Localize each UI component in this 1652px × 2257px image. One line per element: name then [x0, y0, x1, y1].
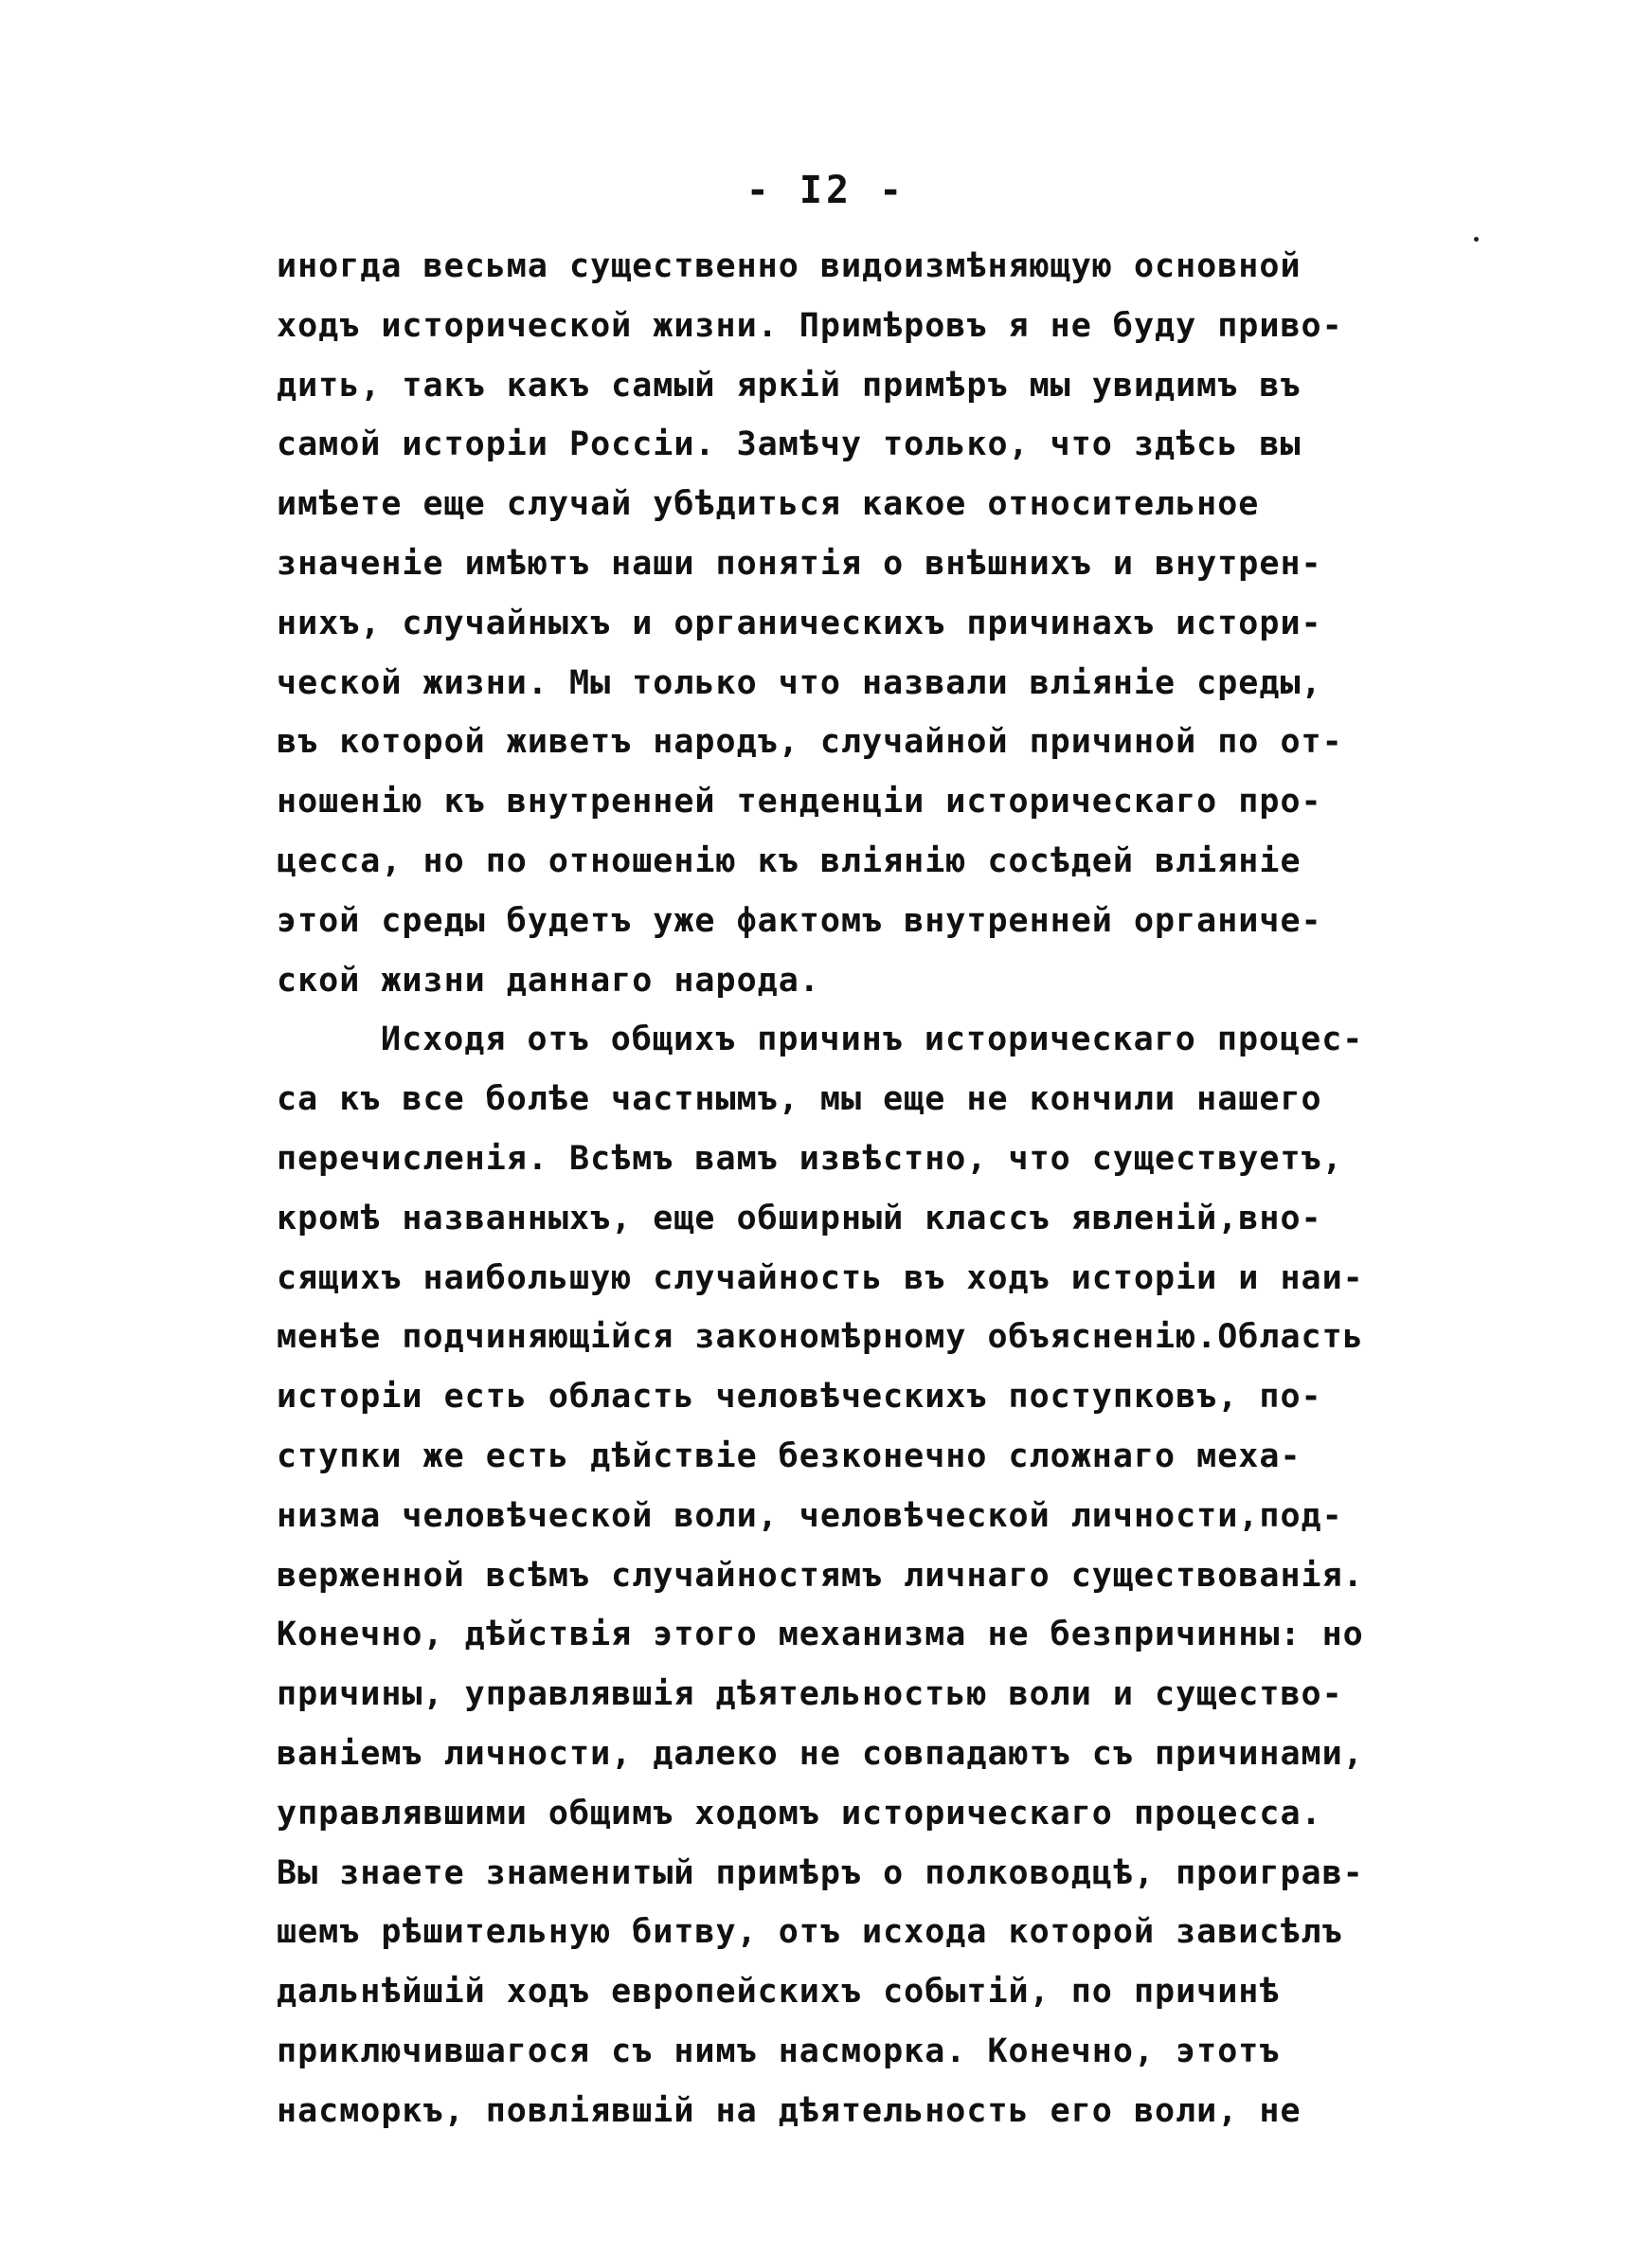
- text-line: ваніемъ личности, далеко не совпадаютъ съ причинами,: [277, 1734, 1364, 1773]
- page-number: - I2 -: [745, 169, 907, 212]
- text-line: низма человѣческой воли, человѣческой личности,под-: [277, 1496, 1343, 1535]
- text-line: насморкъ, повліявшій на дѣятельность его воли, не: [277, 2091, 1302, 2130]
- text-line: шемъ рѣшительную битву, отъ исхода которой зависѣлъ: [277, 1913, 1343, 1952]
- text-line: ношенію къ внутренней тенденціи историческаго про-: [277, 783, 1322, 822]
- text-line: ской жизни даннаго народа.: [277, 961, 820, 1000]
- text-line: нихъ, случайныхъ и органическихъ причинахъ истори-: [277, 604, 1322, 642]
- text-line: дить, такъ какъ самый яркій примѣръ мы увидимъ въ: [277, 366, 1302, 405]
- text-line: приключившагося съ нимъ насморка. Конечно, этотъ: [277, 2031, 1281, 2070]
- text-line: иногда весьма существенно видоизмѣняющую основной: [277, 247, 1302, 285]
- text-line: перечисленія. Всѣмъ вамъ извѣстно, что существуетъ,: [277, 1139, 1343, 1178]
- text-line: менѣе подчиняющійся закономѣрному объясненію.Область: [277, 1318, 1364, 1357]
- text-line: цесса, но по отношенію къ вліянію сосѣдей вліяніе: [277, 841, 1302, 880]
- text-line: дальнѣйшій ходъ европейскихъ событій, по причинѣ: [277, 1973, 1281, 2012]
- text-line: самой исторіи Россіи. Замѣчу только, что здѣсь вы: [277, 425, 1302, 464]
- text-line: значеніе имѣютъ наши понятія о внѣшнихъ и внутрен-: [277, 544, 1322, 583]
- text-line: въ которой живетъ народъ, случайной причиной по от-: [277, 723, 1343, 762]
- text-line: ческой жизни. Мы только что назвали вліяніе среды,: [277, 663, 1322, 702]
- text-line: этой среды будетъ уже фактомъ внутренней органиче-: [277, 901, 1322, 940]
- text-line: ходъ исторической жизни. Примѣровъ я не буду приво-: [277, 306, 1343, 345]
- text-line: са къ все болѣе частнымъ, мы еще не кончили нашего: [277, 1080, 1322, 1119]
- text-line: имѣете еще случай убѣдиться какое относительное: [277, 485, 1260, 524]
- text-line: ступки же есть дѣйствіе безконечно сложнаго меха-: [277, 1436, 1302, 1475]
- text-line: Вы знаете знаменитый примѣръ о полководцѣ, проиграв-: [277, 1853, 1364, 1892]
- text-line: сящихъ наибольшую случайность въ ходъ исторіи и наи-: [277, 1258, 1364, 1297]
- text-line: Конечно, дѣйствія этого механизма не безпричинны: но: [277, 1616, 1364, 1654]
- text-line: исторіи есть область человѣческихъ поступковъ, по-: [277, 1378, 1322, 1417]
- text-line: причины, управлявшія дѣятельностью воли и существо-: [277, 1675, 1343, 1714]
- paragraph-start-line: Исходя отъ общихъ причинъ историческаго процес-: [381, 1020, 1364, 1059]
- text-line: управлявшими общимъ ходомъ историческаго процесса.: [277, 1794, 1322, 1833]
- text-line: кромѣ названныхъ, еще обширный классъ явленій,вно-: [277, 1199, 1322, 1237]
- text-line: верженной всѣмъ случайностямъ личнаго существованія.: [277, 1556, 1364, 1595]
- body-text: [277, 237, 1394, 2141]
- scan-speck: [1474, 237, 1479, 242]
